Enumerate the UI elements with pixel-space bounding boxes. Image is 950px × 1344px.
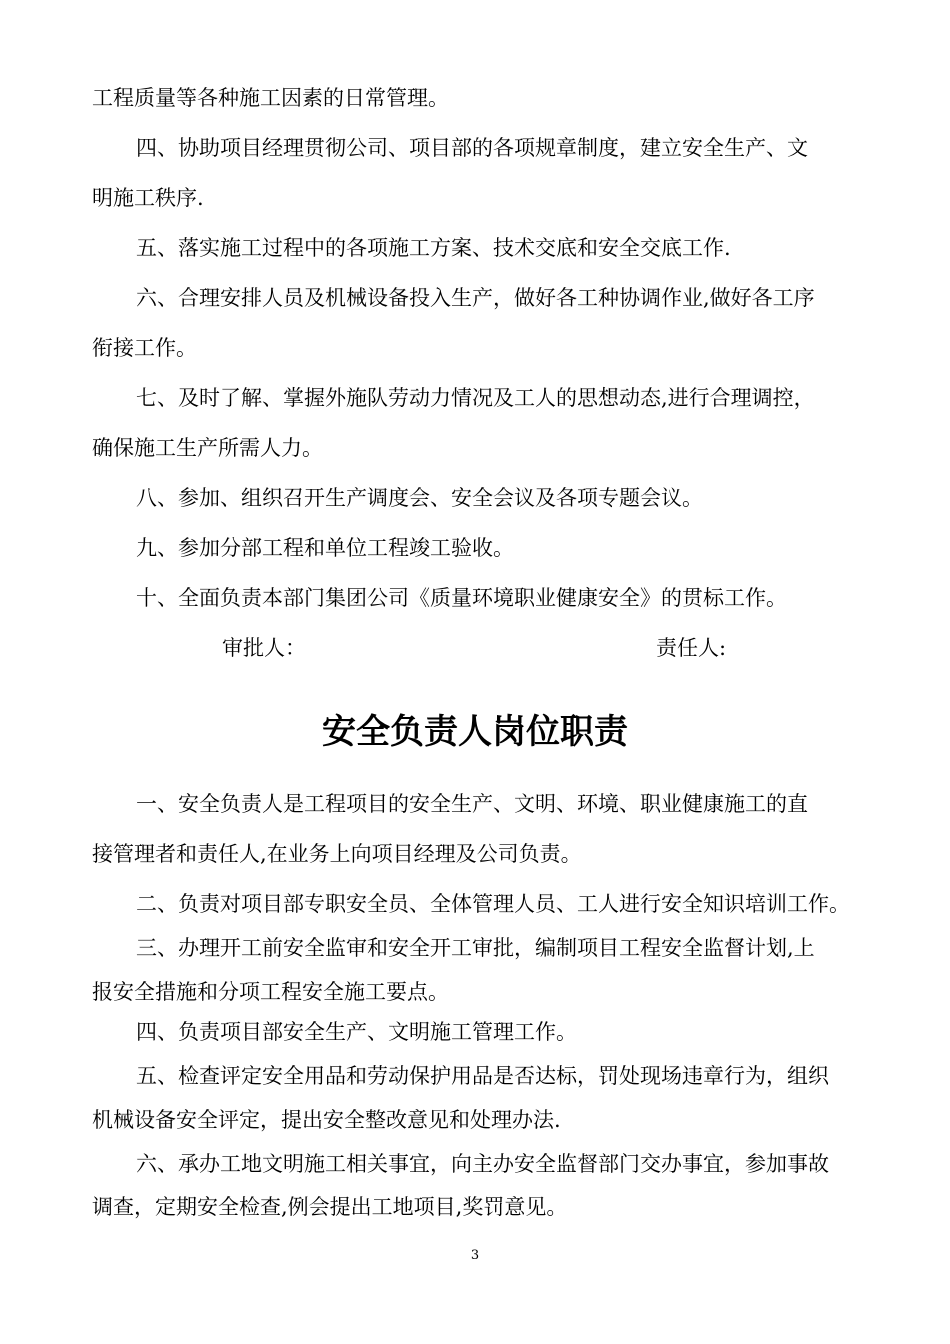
section-title: 安全负责人岗位职责 [322,712,628,752]
responsible-label: 责任人: [656,636,727,660]
section2-line: 调查，定期安全检查,例会提出工地项目,奖罚意见。 [92,1195,568,1219]
section2-line: 机械设备安全评定，提出安全整改意见和处理办法. [92,1108,561,1132]
page-number: 3 [470,1248,480,1263]
section1-line: 八、参加、组织召开生产调度会、安全会议及各项专题会议。 [136,486,703,510]
section2-line: 五、检查评定安全用品和劳动保护用品是否达标，罚处现场违章行为，组织 [136,1064,829,1088]
section1-line: 五、落实施工过程中的各项施工方案、技术交底和安全交底工作. [136,236,731,260]
section2-line: 报安全措施和分项工程安全施工要点。 [92,980,449,1004]
section2-line: 六、承办工地文明施工相关事宜，向主办安全监督部门交办事宜，参加事故 [136,1152,829,1176]
section1-line: 十、全面负责本部门集团公司《质量环境职业健康安全》的贯标工作。 [136,586,787,610]
section1-line: 四、协助项目经理贯彻公司、项目部的各项规章制度，建立安全生产、文 [136,136,808,160]
section1-line: 确保施工生产所需人力。 [92,436,323,460]
section1-line: 七、及时了解、掌握外施队劳动力情况及工人的思想动态,进行合理调控， [136,386,815,410]
section1-line: 工程质量等各种施工因素的日常管理。 [92,86,449,110]
section1-line: 明施工秩序. [92,186,204,210]
section2-line: 三、办理开工前安全监审和安全开工审批，编制项目工程安全监督计划,上 [136,936,815,960]
section2-line: 一、安全负责人是工程项目的安全生产、文明、环境、职业健康施工的直 [136,792,808,816]
section1-line: 九、参加分部工程和单位工程竣工验收。 [136,536,514,560]
approver-label: 审批人： [222,636,306,660]
section2-line: 二、负责对项目部专职安全员、全体管理人员、工人进行安全知识培训工作。 [136,892,850,916]
section2-line: 四、负责项目部安全生产、文明施工管理工作。 [136,1020,577,1044]
section1-line: 衔接工作。 [92,336,197,360]
section2-line: 接管理者和责任人,在业务上向项目经理及公司负责。 [92,842,582,866]
section1-line: 六、合理安排人员及机械设备投入生产，做好各工种协调作业,做好各工序 [136,286,815,310]
